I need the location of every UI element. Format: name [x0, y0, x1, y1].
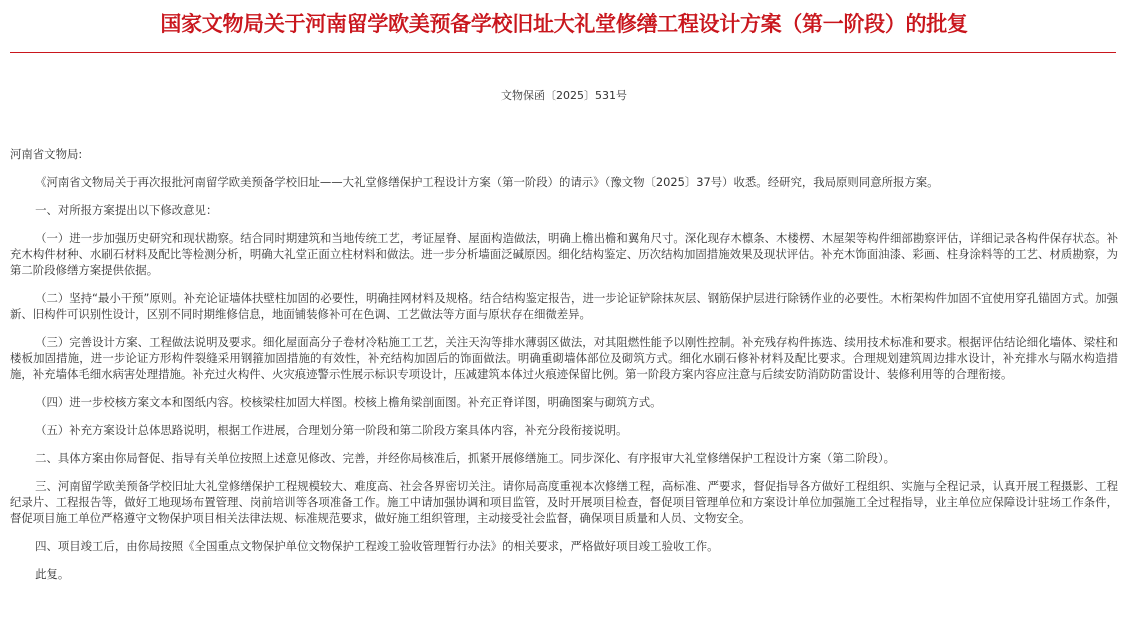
- salutation: 河南省文物局:: [10, 147, 83, 161]
- paragraph-section-4: 四、项目竣工后，由你局按照《全国重点文物保护单位文物保护工程竣工验收管理暂行办法》的相关要求，严格做好项目竣工验收工作。: [35, 539, 719, 553]
- paragraph-item-5: （五）补充方案设计总体思路说明，根据工作进展，合理划分第一阶段和第二阶段方案具体内容，补充分段衔接说明。: [35, 423, 628, 437]
- paragraph-section-1-heading: 一、对所报方案提出以下修改意见：: [35, 203, 218, 217]
- paragraph-section-2: 二、具体方案由你局督促、指导有关单位按照上述意见修改、完善，并经你局核准后，抓紧开展修缮施工。同步深化、有序报审大礼堂修缮保护工程设计方案（第二阶段）。: [35, 451, 896, 465]
- paragraph-item-3: （三）完善设计方案、工程做法说明及要求。细化屋面高分子卷材冷粘施工工艺，关注天沟等排水薄弱区做法，对其阻燃性能予以刚性控制。补充残存构件拣选、续用技术标准和要求。根据评估结论细化墙体、梁柱和楼板加固措施，进一步论证方形构件裂缝采用钢箍加固措施的有效性，补充结构加固后的饰面做法。明确重砌墙体部位及砌筑方式。细化水刷石修补材料及配比要求。合理规划建筑周边排水设计，补充排水与隔水构造措施，补充墙体毛细水病害处理措施。补充过火构件、火灾痕迹警示性展示标识专项设计，压减建筑本体过火痕迹保留比例。第一阶段方案内容应注意与后续安防消防防雷设计、装修利用等的合理衔接。: [10, 335, 1118, 381]
- paragraph-reference: 《河南省文物局关于再次报批河南留学欧美预备学校旧址——大礼堂修缮保护工程设计方案（第一阶段）的请示》（豫文物〔2025〕37号）收悉。经研究，我局原则同意所报方案。: [35, 175, 939, 189]
- paragraph-item-4: （四）进一步校核方案文本和图纸内容。校核梁柱加固大样图。校核上檐角梁剖面图。补充正脊详图，明确图案与砌筑方式。: [35, 395, 662, 409]
- closing: 此复。: [35, 567, 70, 581]
- paragraph-item-2: （二）坚持“最小干预”原则。补充论证墙体扶壁柱加固的必要性，明确挂网材料及规格。结合结构鉴定报告，进一步论证铲除抹灰层、钢筋保护层进行除锈作业的必要性。木桁架构件加固不宜使用穿孔锚固方式。加强新、旧构件可识别性设计，区别不同时期维修信息，地面铺装修补可在色调、工艺做法等方面与原状存在细微差异。: [10, 291, 1118, 321]
- paragraph-item-1: （一）进一步加强历史研究和现状勘察。结合同时期建筑和当地传统工艺，考证屋脊、屋面构造做法，明确上檐出檐和翼角尺寸。深化现存木檩条、木楼楞、木屋架等构件细部勘察评估，详细记录各构件保存状态。补充木构件材种、水刷石材料及配比等检测分析，明确大礼堂正面立柱材料和做法。进一步分析墙面泛碱原因。细化结构鉴定、历次结构加固措施效果及现状评估。补充木饰面油漆、彩画、柱身涂料等的工艺、材质勘察，为第二阶段修缮方案提供依据。: [10, 231, 1118, 277]
- document-body: [10, 146, 1118, 594]
- title-divider: [10, 52, 1116, 53]
- document-title: 国家文物局关于河南留学欧美预备学校旧址大礼堂修缮工程设计方案（第一阶段）的批复: [160, 12, 968, 36]
- paragraph-section-3: 三、河南留学欧美预备学校旧址大礼堂修缮保护工程规模较大、难度高、社会各界密切关注。请你局高度重视本次修缮工程，高标准、严要求，督促指导各方做好工程组织、实施与全程记录，认真开展工程摄影、工程纪录片、工程报告等，做好工地现场布置管理、岗前培训等各项准备工作。施工中请加强协调和项目监管，及时开展项目检查，督促项目管理单位和方案设计单位加强施工全过程指导，业主单位应保障设计驻场工作条件，督促项目施工单位严格遵守文物保护项目相关法律法规、标准规范要求，做好施工组织管理，主动接受社会监督，确保项目质量和人员、文物安全。: [10, 479, 1118, 525]
- document-number: 文物保函〔2025〕531号: [501, 89, 627, 102]
